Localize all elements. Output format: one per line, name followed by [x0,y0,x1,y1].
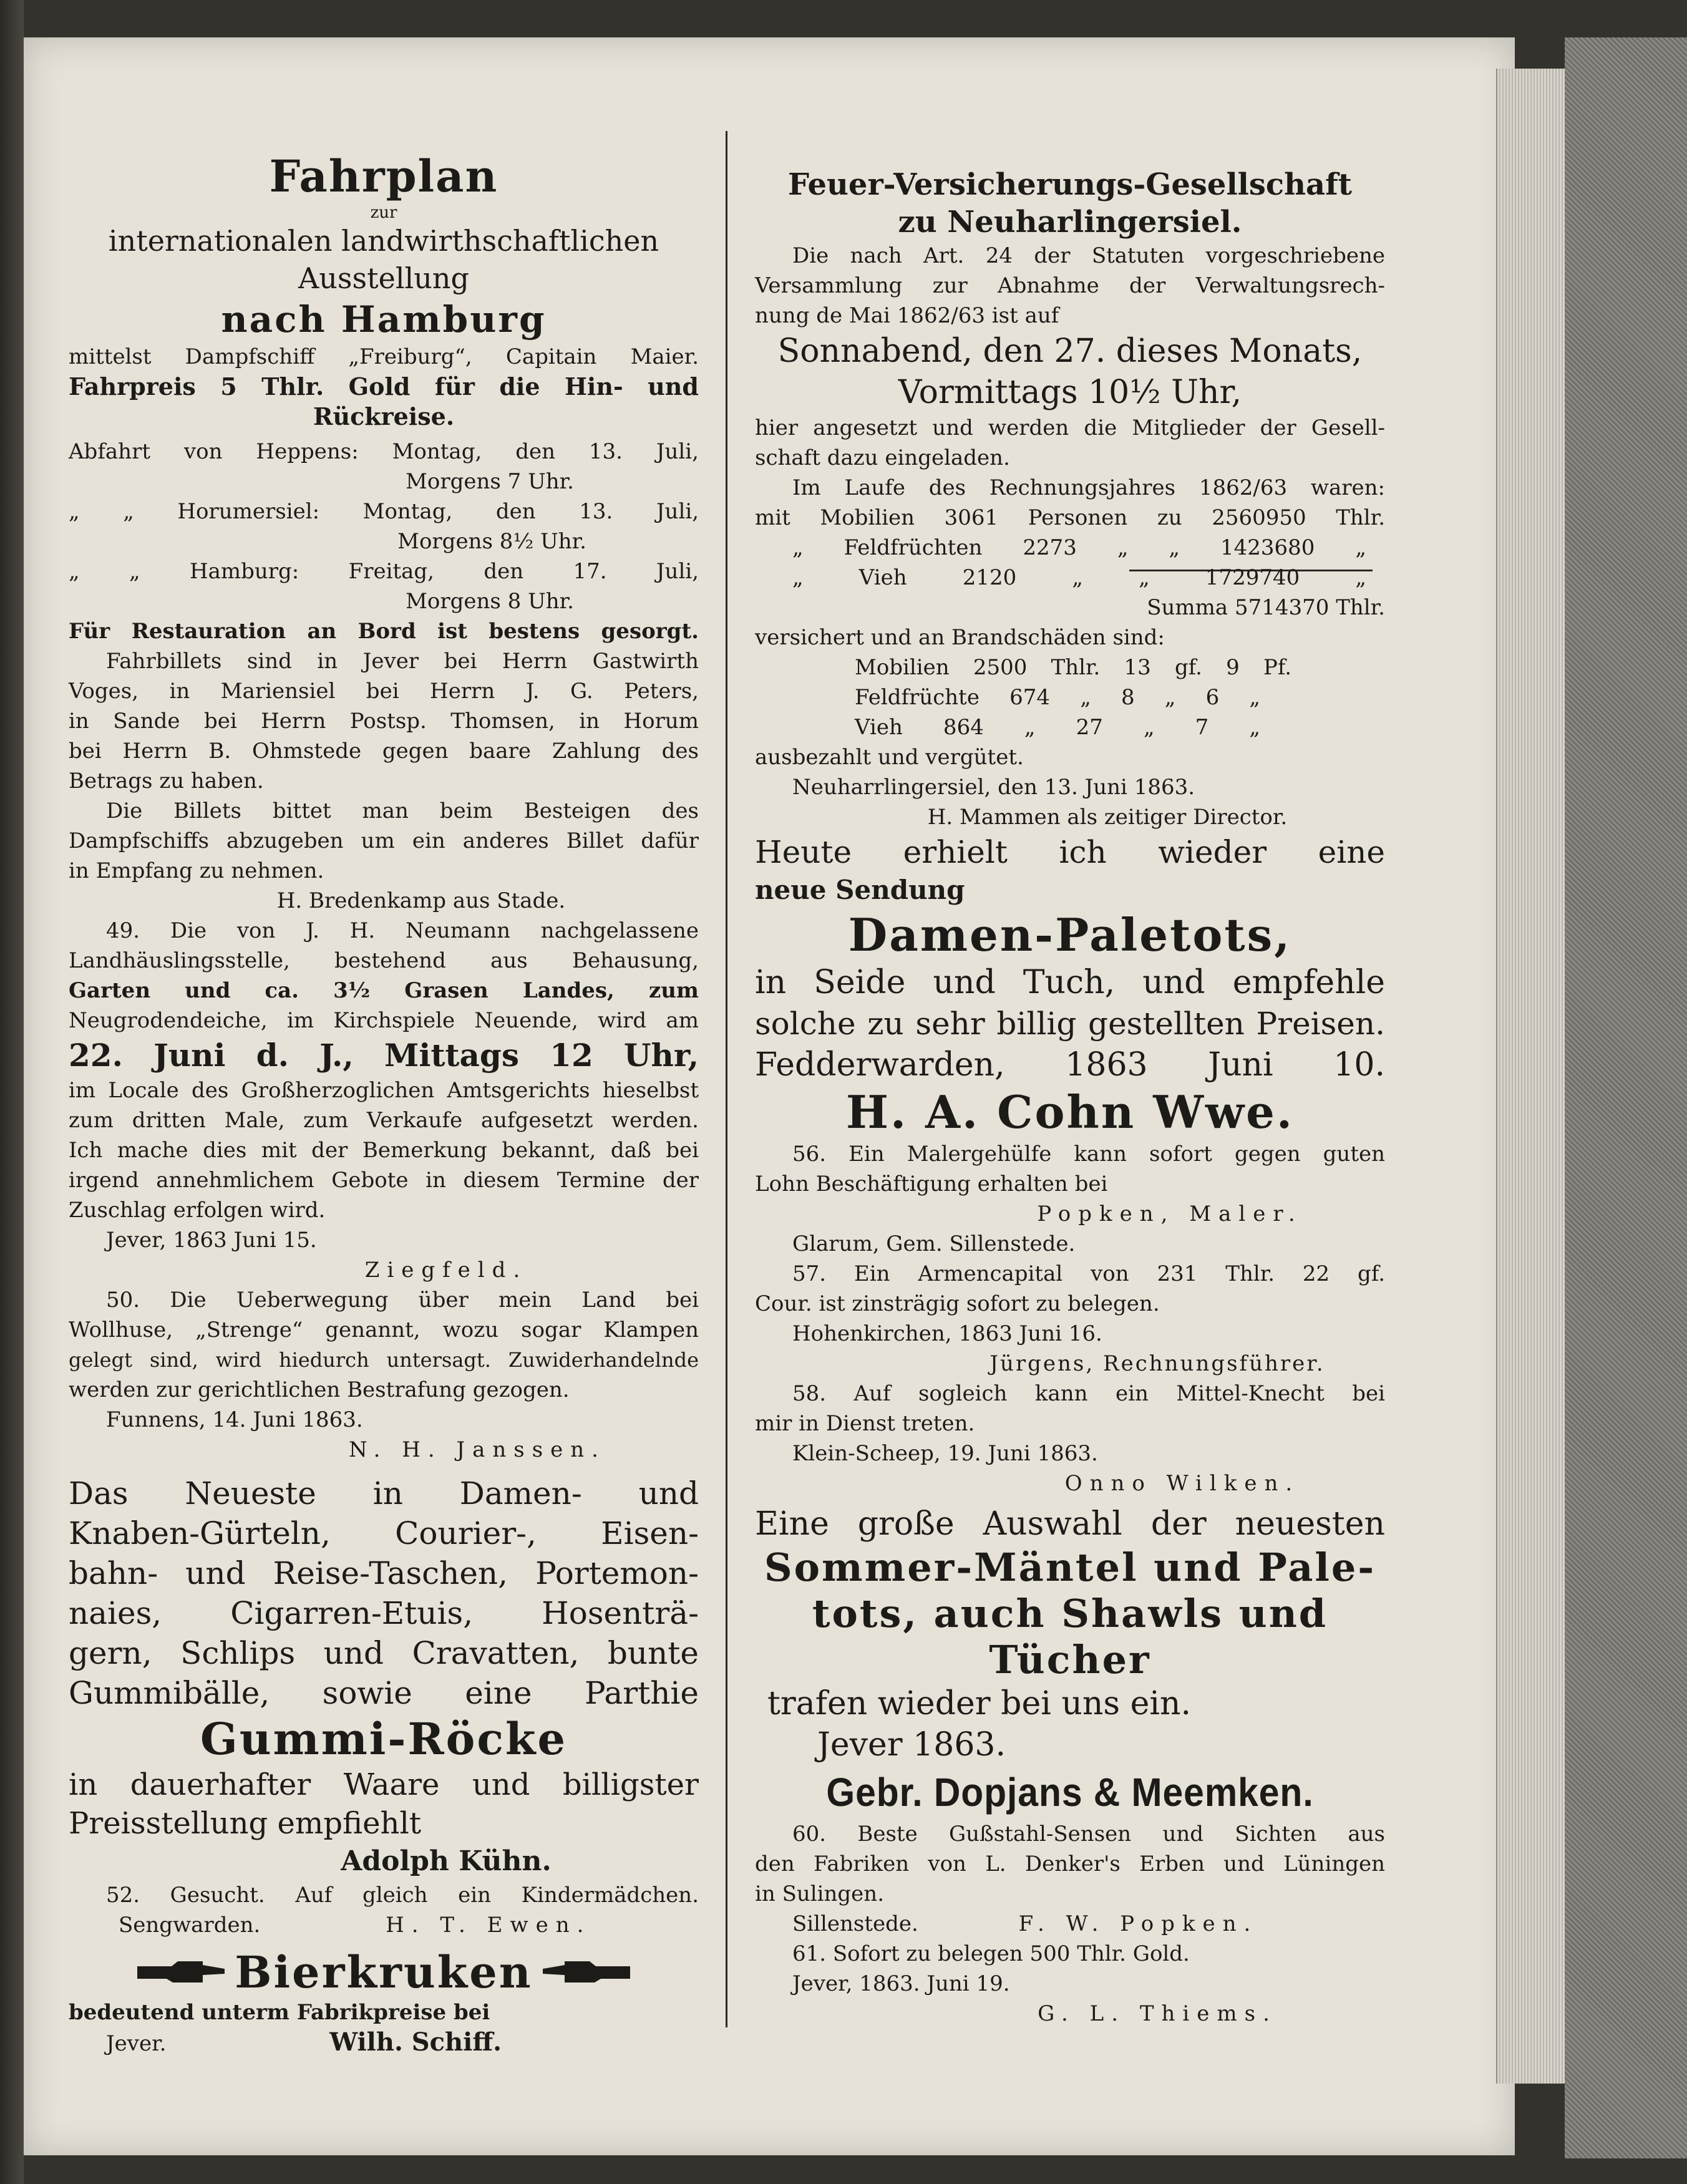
text-line: 61. Sofort zu belegen 500 Thlr. Gold. [792,1941,1190,1966]
damage-row: Vieh 864 „ 27 „ 7 „ [855,715,1260,740]
signature: Jürgens, Rechnungsführer. [989,1351,1325,1376]
right-column [755,125,1385,2029]
fahrplan-line: internationalen landwirthschaftlichen [108,224,659,258]
statistics-row: mit Mobilien 3061 Personen zu 2560950 Thlr. [755,505,1385,530]
ad-49 [69,916,699,1285]
text-line: nung de Mai 1862/63 ist auf [755,303,1059,328]
signature: Onno Wilken. [1064,1471,1300,1496]
text-line: Jever, 1863. Juni 19. [792,1971,1010,1996]
dopjans-signature: Gebr. Dopjans & Meemken. [826,1770,1314,1815]
ad-line: bedeutend unterm Fabrikpreise bei [69,2000,490,2025]
ad-line: Eine große Auswahl der neuesten [755,1505,1385,1543]
signature: F. W. Popken. [1018,1911,1258,1936]
ad-52-footer [69,1910,699,1940]
text-line: Die Billets bittet man beim Besteigen des [106,798,699,823]
text-line: schaft dazu eingeladen. [755,445,1010,470]
auction-date: 22. Juni d. J., Mittags 12 Uhr, [69,1037,699,1074]
damage-row: Feldfrüchte 674 „ 8 „ 6 „ [855,685,1260,710]
ad-50 [69,1285,699,1465]
bierkruken-footer [69,2027,699,2059]
text-line: Voges, in Mariensiel bei Herrn J. G. Peters, [69,679,699,704]
text-line: zum dritten Male, zum Verkaufe aufgesetzt werden. [69,1108,699,1133]
text-line: Die nach Art. 24 der Statuten vorgeschriebene [792,243,1385,268]
meeting-date: Sonnabend, den 27. dieses Monats, [777,332,1363,370]
text-line: Neugrodendeiche, im Kirchspiele Neuende, wird am [69,1008,699,1033]
text-line: 52. Gesucht. Auf gleich ein Kindermädchen. [106,1883,699,1908]
text-line: im Locale des Großherzoglichen Amtsgerichts hieselbst [69,1078,699,1103]
text-line: Lohn Beschäftigung erhalten bei [755,1172,1108,1196]
bierkruken-heading [69,1946,699,1997]
fahrplan-title: Fahrplan [269,150,498,202]
ad-line: in Seide und Tuch, und empfehle [755,964,1385,1001]
text-line: in Sulingen. [755,1881,885,1906]
ad-line: neue Sendung [755,875,965,905]
text-line: Hohenkirchen, 1863 Juni 16. [792,1321,1102,1346]
pointing-hand-left-icon [540,1955,633,1990]
ad-title: zu Neuharlingersiel. [898,205,1242,240]
text-line: 58. Auf sogleich kann ein Mittel-Knecht bei [792,1381,1385,1406]
text-line: Zuschlag erfolgen wird. [69,1198,326,1223]
text-line: den Fabriken von L. Denker's Erben und Lüningen [755,1852,1385,1876]
cohn-signature: H. A. Cohn Wwe. [846,1085,1294,1138]
departure-line: Morgens 8½ Uhr. [397,529,586,554]
ad-line: Heute erhielt ich wieder eine [755,834,1385,870]
place: Jever. [106,2031,167,2056]
book-gutter [0,0,24,2184]
pointing-hand-right-icon [134,1955,228,1990]
signature: Popken, Maler. [1037,1201,1303,1226]
fahrplan-fare: Rückreise. [313,402,455,430]
text-line: 49. Die von J. H. Neumann nachgelassene [106,918,699,943]
ad-56 [755,1139,1385,1259]
text-line: 60. Beste Gußstahl-Sensen und Sichten aus [792,1822,1385,1847]
text-line: hier angesetzt und werden die Mitglieder der Gesell- [755,415,1385,440]
signature: Adolph Kühn. [341,1845,552,1877]
ad-58 [755,1379,1385,1498]
signature: H. Bredenkamp aus Stade. [276,888,566,913]
ad-line: naies, Cigarren-Etuis, Hosenträ- [69,1595,699,1631]
text-line: Betrags zu haben. [69,769,264,794]
kuehn-ad [69,1473,699,1880]
departure-line: „ „ Hamburg: Freitag, den 17. Juli, [69,559,699,584]
page-edges [1496,69,1566,2084]
departure-line: Morgens 7 Uhr. [406,469,574,494]
sommer-maentel-heading: Tücher [989,1637,1151,1682]
signature: Ziegfeld. [364,1258,528,1283]
ad-line: Jever 1863. [817,1726,1006,1764]
departure-line: Morgens 8 Uhr. [406,589,574,614]
bierkruken-title: Bierkruken [235,1946,533,1998]
dopjans-ad [755,1503,1385,1819]
text-line: versichert und an Brandschäden sind: [755,625,1165,650]
ad-line: solche zu sehr billig gestellten Preisen. [755,1006,1385,1042]
text-line: Fahrbillets sind in Jever bei Herrn Gastwirth [106,649,699,674]
text-line: bei Herrn B. Ohmstede gegen baare Zahlung des [69,739,699,764]
text-line: Garten und ca. 3½ Grasen Landes, zum [69,978,699,1003]
paletots-heading: Damen-Paletots, [848,908,1292,961]
ad-line: Das Neueste in Damen- und [69,1475,699,1512]
fahrplan-destination: nach Hamburg [221,298,547,341]
ad-line: Gummibälle, sowie eine Parthie [69,1675,699,1711]
text-line: Im Laufe des Rechnungsjahres 1862/63 waren: [792,475,1385,500]
text-line: Funnens, 14. Juni 1863. [106,1407,363,1432]
ad-line: Fedderwarden, 1863 Juni 10. [755,1046,1385,1084]
place: Sengwarden. [119,1913,261,1938]
text-line: in Sande bei Herrn Postsp. Thomsen, in Horum [69,709,699,734]
ad-line: gern, Schlips und Cravatten, bunte [69,1635,699,1671]
gummi-roecke-heading: Gummi-Röcke [200,1713,567,1765]
text-line: Versammlung zur Abnahme der Verwaltungsrech- [755,273,1385,298]
ad-line: trafen wieder bei uns ein. [767,1685,1191,1722]
ad-line: Preisstellung empfiehlt [69,1806,422,1841]
feuer-versicherung-ad [755,166,1385,832]
text-line: in Empfang zu nehmen. [69,858,324,883]
text-line: Neuharrlingersiel, den 13. Juni 1863. [792,775,1195,800]
cohn-ad [755,832,1385,1139]
text-line: werden zur gerichtlichen Bestrafung gezogen. [69,1377,570,1402]
ad-line: in dauerhafter Waare und billigster [69,1767,699,1802]
left-column [69,125,699,2059]
ad-title: Feuer-Versicherungs-Gesellschaft [788,167,1352,202]
signature: N. H. Janssen. [349,1437,606,1462]
departure-line: „ „ Horumersiel: Montag, den 13. Juli, [69,499,699,524]
text-line: Klein-Scheep, 19. Juni 1863. [792,1441,1098,1466]
signature: G. L. Thiems. [1038,2001,1277,2026]
text-line: Ich mache dies mit der Bemerkung bekannt, daß bei [69,1138,699,1163]
text-line: gelegt sind, wird hiedurch untersagt. Zuwiderhandelnde [69,1348,699,1372]
text-line: Cour. ist zinsträgig sofort zu belegen. [755,1291,1160,1316]
text-line: 57. Ein Armencapital von 231 Thlr. 22 gf. [792,1261,1385,1286]
place: Sillenstede. [792,1911,918,1936]
place: Glarum, Gem. Sillenstede. [792,1231,1076,1256]
sommer-maentel-heading: Sommer-Mäntel und Pale- [764,1545,1376,1590]
damage-row: Mobilien 2500 Thlr. 13 gf. 9 Pf. [855,655,1291,680]
meeting-time: Vormittags 10½ Uhr, [898,374,1242,411]
text-line: Dampfschiffs abzugeben um ein anderes Billet dafür [69,828,699,853]
text-line: 56. Ein Malergehülfe kann sofort gegen guten [792,1142,1385,1167]
ad-60 [755,1819,1385,1939]
ad-line: Knaben-Gürteln, Courier-, Eisen- [69,1515,699,1551]
sommer-maentel-heading: tots, auch Shawls und [812,1591,1328,1636]
column-divider [726,131,727,2027]
restauration-line: Für Restauration an Bord ist bestens gesorgt. [69,619,699,644]
ad-61 [755,1939,1385,2029]
fahrplan-line: Ausstellung [298,261,469,295]
text-line: mir in Dienst treten. [755,1411,975,1436]
fahrplan-ad [69,150,699,916]
text-line: 50. Die Ueberwegung über mein Land bei [106,1288,699,1313]
bierkruken-ad [69,1946,699,2059]
signature: H. T. Ewen. [386,1913,591,1938]
statistics-total: Summa 5714370 Thlr. [1147,595,1385,620]
fahrplan-fare: Fahrpreis 5 Thlr. Gold für die Hin- und [69,372,699,400]
signature: Wilh. Schiff. [329,2027,502,2057]
text-line: Wollhuse, „Strenge“ genannt, wozu sogar Klampen [69,1318,699,1342]
text-line: Landhäuslingsstelle, bestehend aus Behausung, [69,948,699,973]
fahrplan-line: mittelst Dampfschiff „Freiburg“, Capitain Maier. [69,344,699,369]
ad-52 [69,1880,699,1940]
statistics-row: „ Vieh 2120 „ „ 1729740 „ [792,565,1366,590]
ad-57 [755,1259,1385,1379]
text-line: Jever, 1863 Juni 15. [106,1228,317,1253]
text-line: ausbezahlt und vergütet. [755,745,1024,770]
ad-60-footer [755,1909,1385,1939]
zur-text: zur [370,203,397,222]
statistics-row: „ Feldfrüchten 2273 „ „ 1423680 „ [792,535,1366,560]
signature: H. Mammen als zeitiger Director. [927,805,1288,830]
departure-line: Abfahrt von Heppens: Montag, den 13. Juli, [69,439,699,464]
text-line: irgend annehmlichem Gebote in diesem Termine der [69,1168,699,1193]
ad-line: bahn- und Reise-Taschen, Portemon- [69,1555,699,1591]
book-cover [1565,37,1687,2158]
